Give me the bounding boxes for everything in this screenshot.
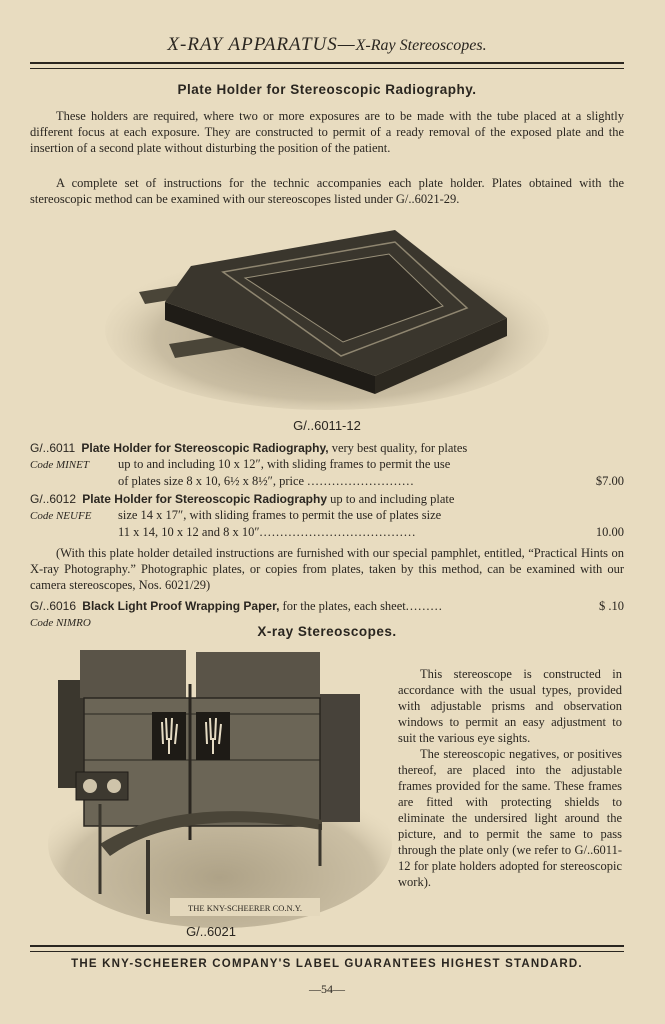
plate-holder-para-2: A complete set of instructions for the technic accompanies each plate holder. Plates obtained with the stereoscopic method can be examined with our stereoscopes listed under G/..6021-29.: [30, 176, 624, 206]
item-code: Code MINET: [30, 459, 89, 471]
item-leader-dots: ..........................: [307, 474, 415, 488]
header-subtitle: X-Ray Stereoscopes.: [355, 37, 487, 54]
item-leader-dots: ......................................: [259, 525, 417, 539]
header-separator: —: [337, 34, 356, 55]
item-name: Black Light Proof Wrapping Paper,: [82, 599, 280, 613]
stereoscope-para-1: This stereoscope is constructed in accordance with the usual types, provided with adjustable prisms and observation windows to permit an easy adjustment to suit the various eye sights.: [398, 667, 622, 745]
maker-mark: THE KNY-SCHEERER CO.N.Y.: [188, 903, 302, 913]
item-description-2: size 14 x 17″, with sliding frames to permit the use of plates size: [118, 508, 442, 522]
item-code: Code NEUFE: [30, 510, 92, 522]
plate-holder-note: (With this plate holder detailed instructions are furnished with our special pamphlet, entitled, “Practical Hints on X-ray Photography.” Photographic plates, or copies from plates, taken by this method, can be examined with our camera stereoscopes, Nos. 6021/29): [30, 546, 624, 592]
item-description-3: 11 x 14, 10 x 12 and 8 x 10″: [118, 525, 260, 539]
plate-holder-illustration: [105, 226, 550, 414]
header-title: X-RAY APPARATUS: [167, 34, 338, 55]
plate-holder-para-1: These holders are required, where two or more exposures are to be made with the tube placed at a slightly different focus at each exposure. They are constructed to permit of a ready removal of the exposed plate and the insertion of a second plate without disturbing the position of the patient.: [30, 109, 624, 155]
item-price: $ .10: [599, 599, 624, 613]
stereoscopes-title: X-ray Stereoscopes.: [257, 624, 397, 639]
item-description-3: of plates size 8 x 10, 6½ x 8½″, price: [118, 474, 305, 488]
page-number: —54—: [309, 982, 345, 996]
catalog-item-6012: [30, 491, 624, 540]
item-description-2: up to and including 10 x 12″, with sliding frames to permit the use: [118, 457, 451, 471]
item-code: Code NIMRO: [30, 617, 91, 629]
item-catalog-number: G/..6012: [30, 492, 77, 506]
item-price: $7.00: [595, 474, 624, 488]
item-leader-dots: .........: [405, 599, 443, 613]
catalog-item-6011: [30, 440, 624, 489]
plate-holder-title: Plate Holder for Stereoscopic Radiography.: [177, 82, 477, 97]
item-description-1: very best quality, for plates: [328, 441, 468, 455]
page-header: [30, 34, 624, 56]
plate-holder-caption: G/..6011-12: [293, 418, 361, 433]
stereoscope-description: [398, 666, 622, 890]
item-catalog-number: G/..6011: [30, 441, 76, 455]
item-name: Plate Holder for Stereoscopic Radiography: [82, 492, 328, 506]
stereoscope-caption: G/..6021: [186, 924, 236, 939]
footer-rule: [30, 945, 624, 952]
item-description-1: up to and including plate: [327, 492, 455, 506]
item-description: for the plates, each sheet: [279, 599, 406, 613]
stereoscope-para-2: The stereoscopic negatives, or positives thereof, are placed into the adjustable frames provided for the same. These frames are fitted with protecting shields to eliminate the undersired light around the picture, and to permit the same to pass through the plate only (we refer to G/..6011-12 for plate holders adopted for stereoscopic work).: [398, 747, 622, 889]
header-rule: [30, 62, 624, 69]
stereoscope-illustration: [30, 644, 392, 930]
item-name: Plate Holder for Stereoscopic Radiography,: [81, 441, 329, 455]
item-price: 10.00: [595, 525, 624, 539]
item-catalog-number: G/..6016: [30, 599, 77, 613]
footer-slogan: THE KNY-SCHEERER COMPANY'S LABEL GUARANTEES HIGHEST STANDARD.: [71, 958, 583, 970]
